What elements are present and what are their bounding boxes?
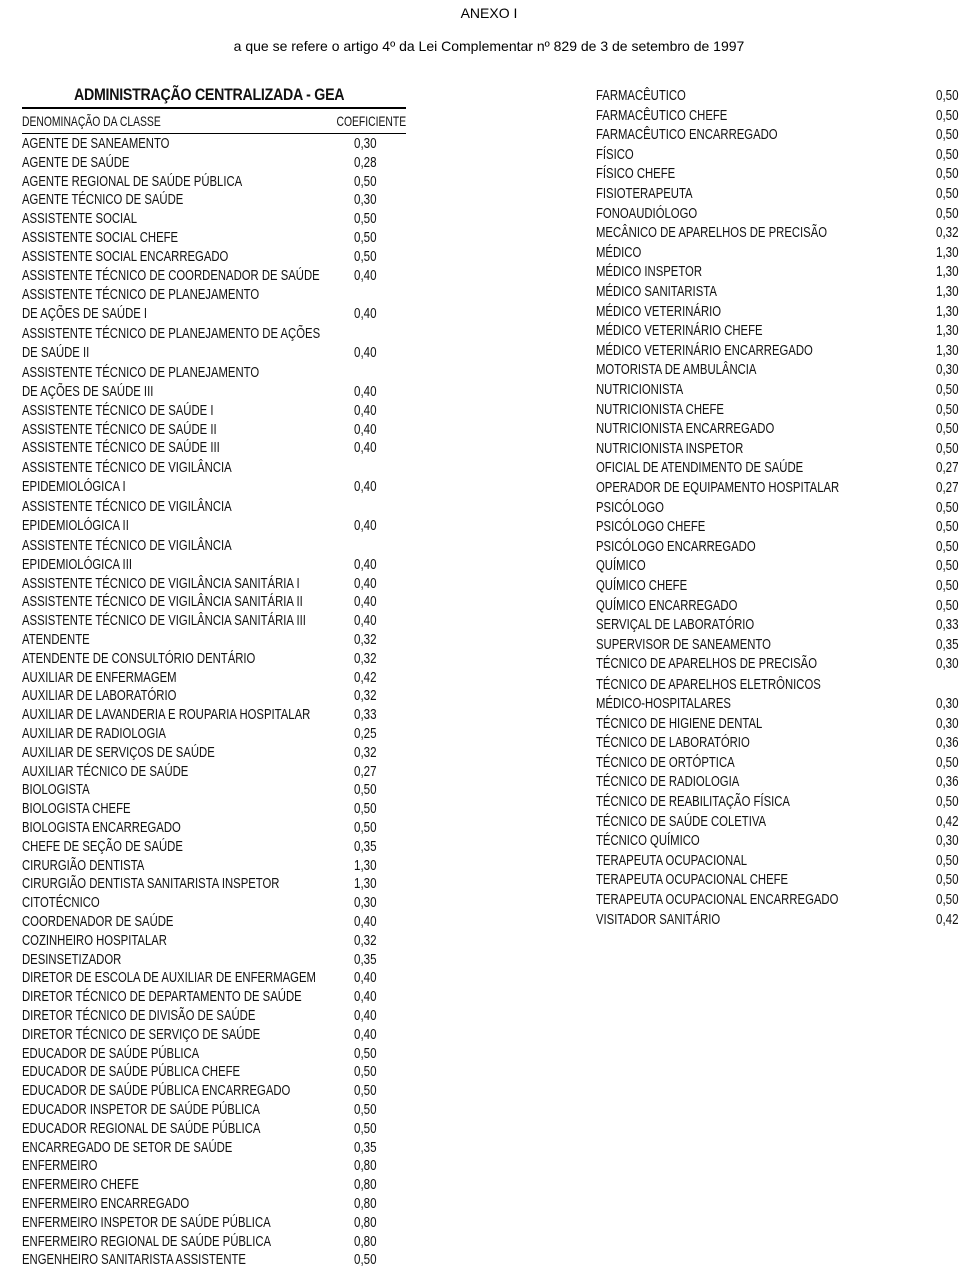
row-label: TÉCNICO DE APARELHOS DE PRECISÃO [596,656,818,673]
row-label: EDUCADOR DE SAÚDE PÚBLICA CHEFE [22,1064,241,1081]
row-coefficient: 0,50 [936,794,959,810]
row-label: TERAPEUTA OCUPACIONAL [596,852,748,869]
row-label: MÉDICO SANITARISTA [596,284,717,300]
row-label: EDUCADOR REGIONAL DE SAÚDE PÚBLICA [22,1120,261,1137]
row-label: ASSISTENTE TÉCNICO DE COORDENADOR DE SAÚDE [22,267,320,284]
row-coefficient: 0,32 [354,632,377,648]
row-coefficient: 0,50 [936,205,959,222]
row-coefficient: 0,80 [354,1214,377,1231]
row-label: ENFERMEIRO [22,1158,98,1175]
row-label: OFICIAL DE ATENDIMENTO DE SAÚDE [596,460,804,477]
row-label-line1: ASSISTENTE TÉCNICO DE VIGILÂNCIA [22,537,232,554]
row-coefficient: 0,40 [354,421,377,438]
row-label: DIRETOR DE ESCOLA DE AUXILIAR DE ENFERMAGEM [22,970,316,987]
row-coefficient: 0,40 [354,613,377,630]
row-coefficient: 0,42 [936,813,959,830]
row-label: TERAPEUTA OCUPACIONAL CHEFE [596,872,789,889]
row-label: FARMACÊUTICO CHEFE [596,107,728,124]
row-label: COZINHEIRO HOSPITALAR [22,932,167,949]
row-coefficient: 0,50 [936,597,959,614]
row-coefficient: 0,50 [354,230,377,246]
row-coefficient: 0,50 [936,88,959,104]
row-label-line1: ASSISTENTE TÉCNICO DE PLANEJAMENTO [22,365,260,381]
row-label: ASSISTENTE TÉCNICO DE SAÚDE I [22,402,214,419]
row-coefficient: 0,50 [936,578,959,594]
row-coefficient: 0,50 [354,1120,377,1137]
row-label: MÉDICO [596,244,642,261]
row-coefficient: 0,25 [354,726,377,742]
document-subtitle: a que se refere o artigo 4º da Lei Complementar nº 829 de 3 de setembro de 1997 [233,38,745,54]
row-label: TÉCNICO QUÍMICO [596,833,700,850]
row-label: FISIOTERAPEUTA [596,186,693,202]
row-label: QUÍMICO [596,558,646,575]
row-coefficient: 0,50 [354,173,377,190]
column-header-name: DENOMINAÇÃO DA CLASSE [22,113,161,129]
row-label: EPIDEMIOLÓGICA III [22,556,132,573]
row-coefficient: 0,40 [354,970,377,987]
row-coefficient: 0,32 [354,688,377,705]
row-label: ENFERMEIRO ENCARREGADO [22,1196,190,1212]
row-label: AUXILIAR DE LABORATÓRIO [22,688,177,705]
row-label: NUTRICIONISTA [596,382,684,398]
row-label: SERVIÇAL DE LABORATÓRIO [596,617,755,634]
row-coefficient: 0,35 [354,1139,377,1156]
row-label: FÍSICO CHEFE [596,166,676,183]
row-coefficient: 0,30 [936,833,959,850]
row-coefficient: 0,33 [354,707,377,724]
row-label: ASSISTENTE SOCIAL [22,211,138,228]
row-label: CIRURGIÃO DENTISTA [22,857,145,874]
row-coefficient: 0,27 [354,763,377,780]
row-label: AUXILIAR DE RADIOLOGIA [22,726,166,742]
row-coefficient: 0,40 [354,440,377,457]
row-label: DE SAÚDE II [22,345,90,362]
row-coefficient: 0,30 [936,362,959,379]
row-label: ENFERMEIRO INSPETOR DE SAÚDE PÚBLICA [22,1214,271,1231]
row-label: TÉCNICO DE RADIOLOGIA [596,774,740,791]
row-label: EDUCADOR DE SAÚDE PÚBLICA ENCARREGADO [22,1083,291,1100]
row-coefficient: 0,33 [936,617,959,634]
row-label: ASSISTENTE TÉCNICO DE SAÚDE II [22,421,217,438]
section-heading: ADMINISTRAÇÃO CENTRALIZADA - GEA [74,86,345,104]
row-label-line1: ASSISTENTE TÉCNICO DE VIGILÂNCIA [22,499,232,515]
row-label: CITOTÉCNICO [22,895,100,912]
row-coefficient: 0,40 [354,556,377,573]
row-label: TÉCNICO DE REABILITAÇÃO FÍSICA [596,794,790,810]
row-label: SUPERVISOR DE SANEAMENTO [596,636,771,653]
row-coefficient: 0,30 [936,696,959,712]
row-coefficient: 0,40 [354,1026,377,1043]
row-label: FARMACÊUTICO [596,88,686,104]
row-label: NUTRICIONISTA ENCARREGADO [596,421,775,438]
row-coefficient: 0,40 [354,479,377,496]
row-coefficient: 0,80 [354,1196,377,1212]
row-label-line1: TÉCNICO DE APARELHOS ELETRÔNICOS [596,677,821,693]
row-label: DIRETOR TÉCNICO DE SERVIÇO DE SAÚDE [22,1026,261,1043]
row-label: ASSISTENTE TÉCNICO DE SAÚDE III [22,440,220,457]
row-label: NUTRICIONISTA CHEFE [596,401,724,418]
row-coefficient: 0,50 [936,146,959,163]
row-label: MOTORISTA DE AMBULÂNCIA [596,362,757,379]
row-coefficient: 0,50 [936,440,959,457]
column-header-value: COEFICIENTE [336,113,406,129]
row-label: PSICÓLOGO CHEFE [596,519,706,536]
row-coefficient: 0,30 [936,715,959,732]
row-label: QUÍMICO CHEFE [596,578,688,594]
row-coefficient: 0,50 [936,127,959,144]
row-label: MECÂNICO DE APARELHOS DE PRECISÃO [596,225,828,242]
row-coefficient: 0,40 [354,345,377,362]
row-coefficient: 0,50 [354,1102,377,1118]
row-coefficient: 0,32 [354,744,377,761]
row-label: FÍSICO [596,146,634,163]
row-coefficient: 0,50 [936,892,959,908]
row-label: DE AÇÕES DE SAÚDE III [22,384,154,400]
row-coefficient: 0,50 [936,754,959,771]
row-coefficient: 1,30 [354,857,377,874]
row-label: MÉDICO INSPETOR [596,264,702,281]
row-label: MÉDICO VETERINÁRIO [596,303,722,320]
row-label: EPIDEMIOLÓGICA I [22,479,126,496]
row-coefficient: 0,32 [936,225,959,242]
row-label: TÉCNICO DE ORTÓPTICA [596,754,735,771]
row-coefficient: 0,40 [354,267,377,284]
row-coefficient: 1,30 [354,876,377,893]
row-coefficient: 1,30 [936,244,959,261]
row-coefficient: 0,35 [354,838,377,855]
row-coefficient: 0,50 [936,107,959,124]
row-coefficient: 0,50 [936,519,959,536]
row-coefficient: 0,50 [936,401,959,418]
row-coefficient: 0,40 [354,914,377,930]
row-coefficient: 0,27 [936,480,959,496]
row-coefficient: 0,50 [936,499,959,516]
document-title: ANEXO I [460,5,518,21]
row-label: MÉDICO-HOSPITALARES [596,696,731,712]
row-label: ASSISTENTE TÉCNICO DE VIGILÂNCIA SANITÁRIA III [22,613,306,630]
row-label: PSICÓLOGO ENCARREGADO [596,538,756,555]
row-label: ENFERMEIRO REGIONAL DE SAÚDE PÚBLICA [22,1233,272,1250]
row-coefficient: 0,50 [354,1045,377,1062]
row-label: FONOAUDIÓLOGO [596,205,698,222]
row-coefficient: 0,35 [936,636,959,653]
row-coefficient: 0,40 [354,989,377,1006]
row-coefficient: 0,50 [936,558,959,575]
row-label: MÉDICO VETERINÁRIO ENCARREGADO [596,342,813,359]
row-coefficient: 1,30 [936,284,959,300]
row-coefficient: 1,30 [936,323,959,340]
row-label: EDUCADOR DE SAÚDE PÚBLICA [22,1045,200,1062]
row-coefficient: 0,30 [936,656,959,673]
row-label-line1: ASSISTENTE TÉCNICO DE PLANEJAMENTO [22,287,260,304]
row-coefficient: 0,40 [354,306,377,323]
row-coefficient: 0,50 [354,1252,377,1269]
row-coefficient: 0,30 [354,895,377,912]
row-label: AGENTE REGIONAL DE SAÚDE PÚBLICA [22,173,243,190]
row-label: TÉCNICO DE LABORATÓRIO [596,735,750,752]
row-label: QUÍMICO ENCARREGADO [596,597,738,614]
row-label: TERAPEUTA OCUPACIONAL ENCARREGADO [596,892,839,908]
row-label: ENFERMEIRO CHEFE [22,1177,139,1194]
row-label: DESINSETIZADOR [22,951,122,968]
table-header [22,113,406,133]
row-label: FARMACÊUTICO ENCARREGADO [596,127,778,144]
row-label: DIRETOR TÉCNICO DE DEPARTAMENTO DE SAÚDE [22,989,302,1006]
row-label: AGENTE DE SANEAMENTO [22,136,170,152]
row-label: AGENTE TÉCNICO DE SAÚDE [22,192,184,209]
row-coefficient: 0,40 [354,594,377,611]
row-coefficient: 0,50 [936,382,959,398]
row-coefficient: 0,32 [354,932,377,949]
header-divider [22,133,406,134]
row-label: DIRETOR TÉCNICO DE DIVISÃO DE SAÚDE [22,1008,256,1024]
row-label: ASSISTENTE SOCIAL CHEFE [22,230,179,246]
heading-divider [22,107,406,109]
row-coefficient: 1,30 [936,303,959,320]
row-label: EPIDEMIOLÓGICA II [22,518,129,534]
row-label: AUXILIAR DE ENFERMAGEM [22,669,177,686]
row-coefficient: 1,30 [936,342,959,359]
row-coefficient: 0,50 [936,538,959,555]
row-label: AUXILIAR TÉCNICO DE SAÚDE [22,763,189,780]
row-label: DE AÇÕES DE SAÚDE I [22,306,148,323]
row-label-line1: ASSISTENTE TÉCNICO DE VIGILÂNCIA [22,460,232,477]
row-label: AUXILIAR DE SERVIÇOS DE SAÚDE [22,744,215,761]
row-coefficient: 0,42 [936,911,959,928]
row-coefficient: 0,50 [936,421,959,438]
row-label: BIOLOGISTA [22,782,90,799]
row-coefficient: 0,50 [936,186,959,202]
row-coefficient: 0,40 [354,518,377,534]
row-label: OPERADOR DE EQUIPAMENTO HOSPITALAR [596,480,840,496]
row-coefficient: 0,40 [354,575,377,592]
row-coefficient: 0,32 [354,650,377,667]
row-coefficient: 0,36 [936,735,959,752]
row-coefficient: 0,28 [354,154,377,171]
row-coefficient: 0,40 [354,384,377,400]
row-label: VISITADOR SANITÁRIO [596,911,721,928]
row-label: COORDENADOR DE SAÚDE [22,914,174,930]
row-label: TÉCNICO DE SAÚDE COLETIVA [596,813,767,830]
row-coefficient: 0,30 [354,136,377,152]
row-label: ENGENHEIRO SANITARISTA ASSISTENTE [22,1252,246,1269]
row-label: AUXILIAR DE LAVANDERIA E ROUPARIA HOSPITALAR [22,707,311,724]
row-coefficient: 0,80 [354,1158,377,1175]
row-coefficient: 0,30 [354,192,377,209]
row-coefficient: 0,50 [354,248,377,265]
row-coefficient: 1,30 [936,264,959,281]
row-coefficient: 0,50 [354,820,377,836]
row-label: BIOLOGISTA CHEFE [22,801,131,818]
row-coefficient: 0,50 [936,166,959,183]
row-coefficient: 0,35 [354,951,377,968]
row-coefficient: 0,80 [354,1177,377,1194]
row-label: EDUCADOR INSPETOR DE SAÚDE PÚBLICA [22,1102,260,1118]
row-coefficient: 0,36 [936,774,959,791]
row-coefficient: 0,42 [354,669,377,686]
row-coefficient: 0,40 [354,402,377,419]
row-coefficient: 0,50 [354,801,377,818]
row-label: ATENDENTE DE CONSULTÓRIO DENTÁRIO [22,650,256,667]
row-label: CHEFE DE SEÇÃO DE SAÚDE [22,838,183,855]
row-label: ATENDENTE [22,632,90,648]
row-label: AGENTE DE SAÚDE [22,154,130,171]
row-label: MÉDICO VETERINÁRIO CHEFE [596,323,763,340]
row-coefficient: 0,50 [936,872,959,889]
row-coefficient: 0,50 [354,211,377,228]
row-label: NUTRICIONISTA INSPETOR [596,440,744,457]
row-coefficient: 0,50 [936,852,959,869]
row-label: ASSISTENTE TÉCNICO DE VIGILÂNCIA SANITÁRIA I [22,575,300,592]
row-coefficient: 0,50 [354,1064,377,1081]
row-label: ASSISTENTE SOCIAL ENCARREGADO [22,248,229,265]
row-label: PSICÓLOGO [596,499,664,516]
row-label: BIOLOGISTA ENCARREGADO [22,820,181,836]
row-coefficient: 0,80 [354,1233,377,1250]
row-label: TÉCNICO DE HIGIENE DENTAL [596,715,763,732]
row-label: ENCARREGADO DE SETOR DE SAÚDE [22,1139,233,1156]
row-label: ASSISTENTE TÉCNICO DE VIGILÂNCIA SANITÁRIA II [22,594,303,611]
row-coefficient: 0,27 [936,460,959,477]
row-coefficient: 0,50 [354,1083,377,1100]
row-coefficient: 0,50 [354,782,377,799]
row-label: CIRURGIÃO DENTISTA SANITARISTA INSPETOR [22,876,280,893]
row-coefficient: 0,40 [354,1008,377,1024]
row-label-line1: ASSISTENTE TÉCNICO DE PLANEJAMENTO DE AÇÕES [22,326,321,343]
